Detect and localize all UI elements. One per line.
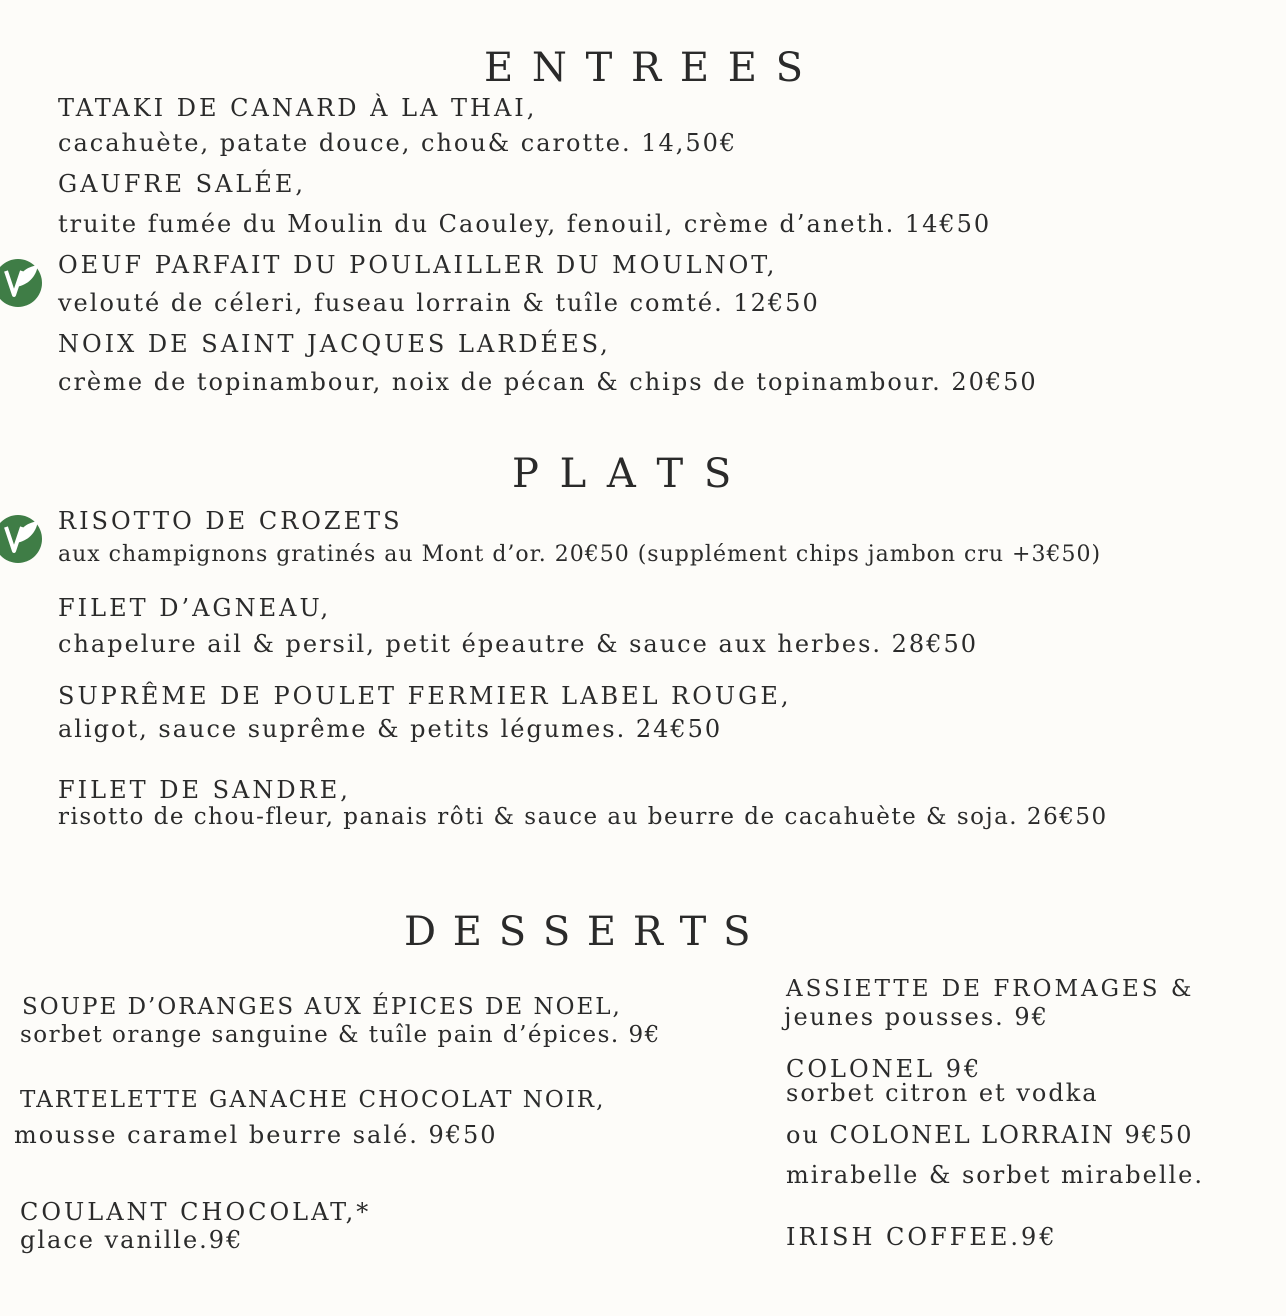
entree-gaufre-name: GAUFRE SALÉE,	[58, 170, 306, 198]
dessert-colonel-lorrain-name: ou COLONEL LORRAIN 9€50	[786, 1121, 1194, 1149]
dessert-irish-coffee-name: IRISH COFFEE.9€	[786, 1223, 1058, 1251]
entree-oeuf-name: OEUF PARFAIT DU POULAILLER DU MOULNOT,	[58, 251, 778, 279]
dessert-fromages-desc: jeunes pousses. 9€	[784, 1003, 1049, 1031]
plat-poulet-desc: aligot, sauce suprême & petits légumes. 24€50	[58, 715, 723, 743]
entree-tataki-name: TATAKI DE CANARD À LA THAI,	[58, 94, 538, 122]
dessert-coulant-desc: glace vanille.9€	[20, 1226, 244, 1254]
entree-gaufre-desc: truite fumée du Moulin du Caouley, fenouil, crème d’aneth. 14€50	[58, 210, 992, 238]
dessert-colonel-name: COLONEL 9€	[786, 1055, 983, 1083]
plat-sandre-name: FILET DE SANDRE,	[58, 776, 351, 804]
dessert-coulant-name: COULANT CHOCOLAT,*	[20, 1198, 372, 1226]
plat-agneau-desc: chapelure ail & persil, petit épeautre & sauce aux herbes. 28€50	[58, 630, 978, 658]
plat-risotto-name: RISOTTO DE CROZETS	[58, 507, 403, 535]
plat-risotto-desc: aux champignons gratinés au Mont d’or. 20€50 (supplément chips jambon cru +3€50)	[58, 542, 1102, 567]
entree-oeuf-desc: velouté de céleri, fuseau lorrain & tuîle comté. 12€50	[58, 289, 820, 317]
dessert-colonel-desc: sorbet citron et vodka	[786, 1079, 1099, 1107]
entree-noix-desc: crème de topinambour, noix de pécan & chips de topinambour. 20€50	[58, 368, 1038, 396]
plat-poulet-name: SUPRÊME DE POULET FERMIER LABEL ROUGE,	[58, 682, 792, 710]
plat-agneau-name: FILET D’AGNEAU,	[58, 594, 332, 622]
dessert-tartelette-desc: mousse caramel beurre salé. 9€50	[14, 1121, 498, 1149]
dessert-tartelette-name: TARTELETTE GANACHE CHOCOLAT NOIR,	[20, 1087, 606, 1113]
dessert-soupe-desc: sorbet orange sanguine & tuîle pain d’épices. 9€	[20, 1022, 661, 1048]
dessert-soupe-name: SOUPE D’ORANGES AUX ÉPICES DE NOEL,	[22, 994, 622, 1020]
desserts-title: D E S S E R T S	[404, 909, 753, 955]
plat-sandre-desc: risotto de chou-fleur, panais rôti & sauce au beurre de cacahuète & soja. 26€50	[58, 804, 1108, 830]
vegan-leaf-icon	[0, 255, 44, 307]
entree-tataki-desc: cacahuète, patate douce, chou& carotte. 14,50€	[58, 129, 738, 157]
vegan-leaf-icon	[0, 511, 44, 563]
entrees-title: E N T R E E S	[484, 45, 807, 91]
entree-noix-name: NOIX DE SAINT JACQUES LARDÉES,	[58, 330, 611, 358]
plats-title: P L A T S	[512, 451, 736, 497]
dessert-fromages-name: ASSIETTE DE FROMAGES &	[786, 976, 1195, 1002]
dessert-colonel-lorrain-desc: mirabelle & sorbet mirabelle.	[786, 1161, 1204, 1189]
